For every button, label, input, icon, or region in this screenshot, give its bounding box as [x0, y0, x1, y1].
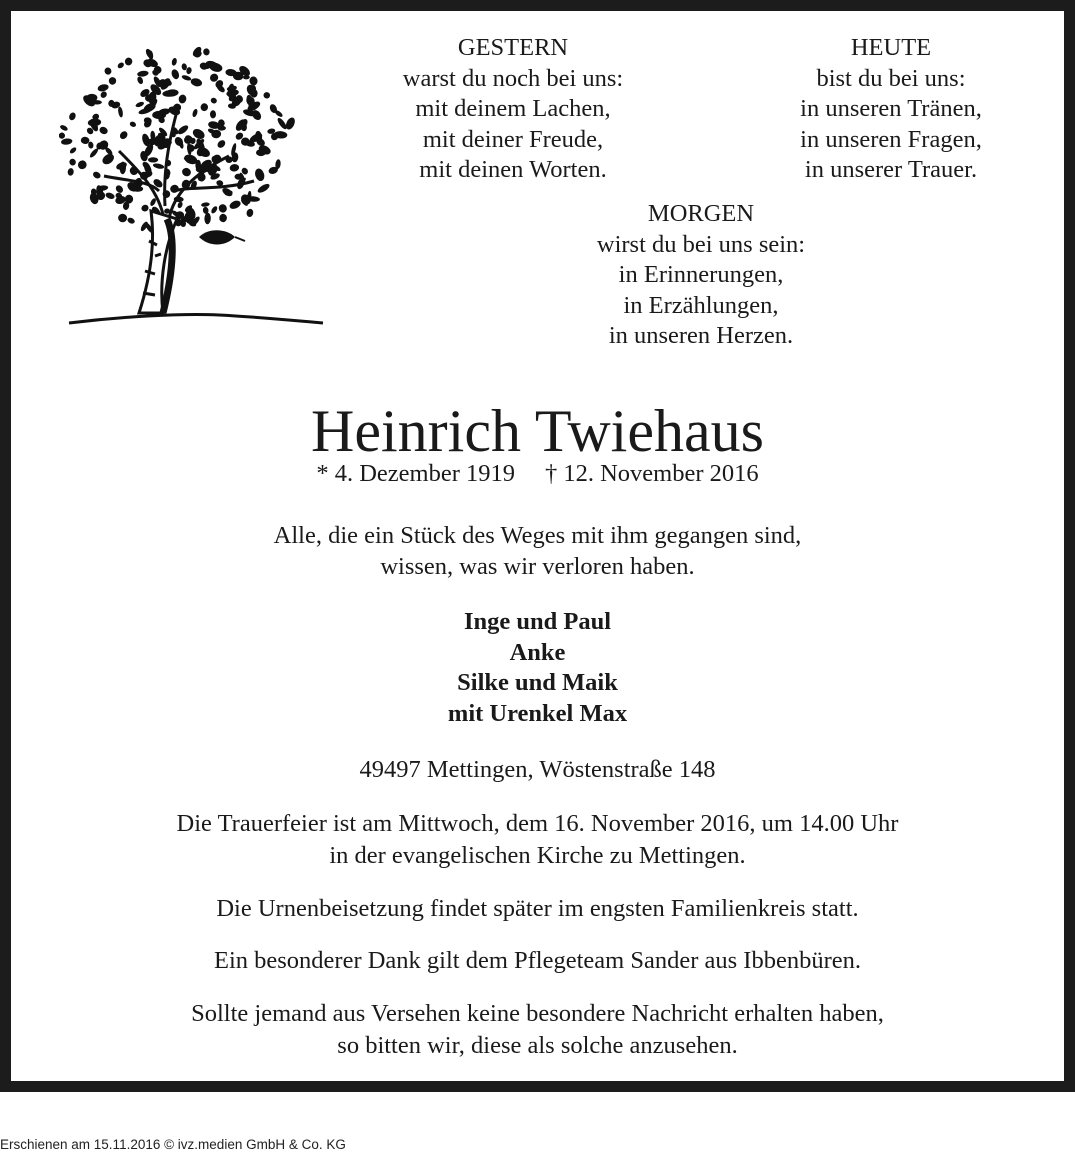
intro-text: [11, 520, 1064, 582]
family-member: mit Urenkel Max: [447, 699, 628, 727]
publication-footer: Erschienen am 15.11.2016 © ivz.medien GmbH & Co. KG: [0, 1137, 346, 1152]
notice-text: [11, 998, 1064, 1061]
deceased-name: Heinrich Twiehaus: [311, 398, 764, 464]
thanks-text: Ein besonderer Dank gilt dem Pflegeteam Sander aus Ibbenbüren.: [213, 947, 861, 974]
funeral-line: Die Trauerfeier ist am Mittwoch, dem 16. November 2016, um 14.00 Uhr: [176, 810, 899, 837]
poem-heading: HEUTE: [850, 34, 932, 61]
funeral-info: [11, 808, 1064, 871]
family-names: [11, 607, 1064, 729]
death-date: † 12. November 2016: [544, 460, 759, 487]
poem-line: in unseren Fragen,: [800, 125, 982, 153]
intro-line: wissen, was wir verloren haben.: [380, 553, 695, 580]
family-member: Silke und Maik: [457, 669, 618, 696]
notice-line: Sollte jemand aus Versehen keine besondere Nachricht erhalten haben,: [191, 1000, 884, 1027]
poem-line: mit deinem Lachen,: [415, 95, 611, 123]
poem-line: in Erinnerungen,: [618, 261, 784, 289]
funeral-line: in der evangelischen Kirche zu Mettingen.: [329, 841, 746, 869]
poem-line: mit deinen Worten.: [419, 156, 607, 184]
poem-line: in Erzählungen,: [623, 291, 779, 319]
poem-gestern: [363, 33, 663, 186]
poem-line: warst du noch bei uns:: [402, 64, 624, 92]
tree-illustration: [59, 41, 329, 331]
family-member: Inge und Paul: [463, 608, 612, 635]
address: 49497 Mettingen, Wöstenstraße 148: [359, 756, 716, 783]
poem-line: mit deiner Freude,: [422, 125, 604, 153]
poem-line: in unseren Tränen,: [800, 95, 982, 123]
family-member: Anke: [509, 638, 566, 666]
poem-line: wirst du bei uns sein:: [596, 230, 806, 258]
urn-info: Die Urnenbeisetzung findet später im engsten Familienkreis statt.: [216, 895, 859, 922]
poem-heading: GESTERN: [457, 34, 569, 61]
intro-line: Alle, die ein Stück des Weges mit ihm gegangen sind,: [273, 522, 802, 549]
life-dates: [11, 458, 1064, 490]
poem-line: in unseren Herzen.: [608, 322, 794, 350]
birth-date: * 4. Dezember 1919: [316, 460, 515, 487]
notice-line: so bitten wir, diese als solche anzusehen.: [337, 1031, 738, 1059]
poem-line: in unserer Trauer.: [804, 156, 978, 184]
poem-heading: MORGEN: [647, 200, 755, 227]
poem-morgen: [551, 199, 851, 352]
poem-line: bist du bei uns:: [816, 64, 966, 92]
poem-heute: [746, 33, 1036, 186]
